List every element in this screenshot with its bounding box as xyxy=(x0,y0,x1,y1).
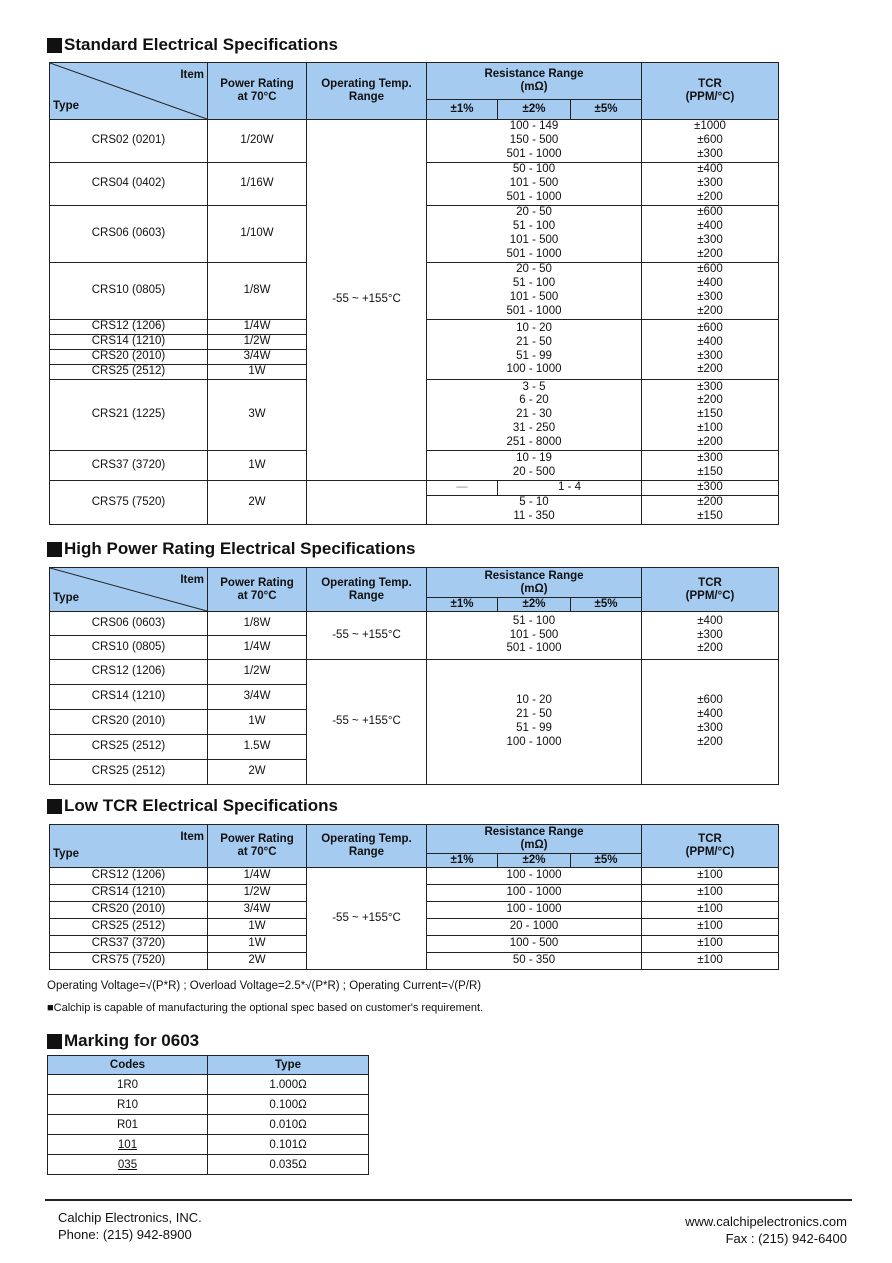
value-cell: 0.101Ω xyxy=(208,1135,369,1155)
type-cell: CRS37 (3720) xyxy=(50,936,208,953)
table-row xyxy=(50,120,779,163)
power-cell: 2W xyxy=(208,481,307,525)
header-tol-2: ±2% xyxy=(498,854,571,868)
company-name: Calchip Electronics, INC. xyxy=(58,1210,202,1225)
code-cell: 1R0 xyxy=(48,1075,208,1095)
res-cell: 50 - 100 101 - 500 501 - 1000 xyxy=(427,163,642,206)
header-tol-2: ±2% xyxy=(498,598,571,612)
code-cell: 035 xyxy=(48,1155,208,1175)
type-cell: CRS75 (7520) xyxy=(50,481,208,525)
tcr-cell: ±600 ±400 ±300 ±200 xyxy=(642,660,779,785)
type-cell: CRS06 (0603) xyxy=(50,612,208,636)
power-cell: 1/20W xyxy=(208,120,307,163)
power-cell: 1/2W xyxy=(208,660,307,685)
type-cell: CRS06 (0603) xyxy=(50,206,208,263)
power-cell: 1W xyxy=(208,710,307,735)
header-power-rating: Power Rating at 70°C xyxy=(208,568,307,612)
header-item-type: Item Type xyxy=(50,825,208,868)
power-cell: 3/4W xyxy=(208,685,307,710)
standard-spec-table xyxy=(49,62,779,525)
type-cell: CRS20 (2010) xyxy=(50,350,208,365)
type-cell: CRS37 (3720) xyxy=(50,451,208,481)
value-cell: 0.100Ω xyxy=(208,1095,369,1115)
type-cell: CRS12 (1206) xyxy=(50,320,208,335)
section-title-high-power: High Power Rating Electrical Specifications xyxy=(47,539,415,559)
tcr-cell: ±100 xyxy=(642,885,779,902)
type-cell: CRS02 (0201) xyxy=(50,120,208,163)
tcr-cell: ±100 xyxy=(642,953,779,970)
header-tcr: TCR (PPM/°C) xyxy=(642,63,779,120)
power-cell: 1/4W xyxy=(208,636,307,660)
type-cell: CRS20 (2010) xyxy=(50,710,208,735)
temp-cell: -55 ~ +155°C xyxy=(307,612,427,660)
power-cell: 1/16W xyxy=(208,163,307,206)
type-cell: CRS10 (0805) xyxy=(50,636,208,660)
type-cell: CRS10 (0805) xyxy=(50,263,208,320)
table-row xyxy=(50,481,779,496)
table-row xyxy=(50,612,779,636)
temp-cell: -55 ~ +155°C xyxy=(307,660,427,785)
header-power-rating: Power Rating at 70°C xyxy=(208,63,307,120)
res-cell: 5 - 10 11 - 350 xyxy=(427,496,642,525)
power-cell: 1/2W xyxy=(208,335,307,350)
power-cell: 1/4W xyxy=(208,320,307,335)
section-square-icon xyxy=(47,799,62,814)
low-tcr-spec-table xyxy=(49,824,779,970)
tcr-cell: ±400 ±300 ±200 xyxy=(642,612,779,660)
header-tcr: TCR (PPM/°C) xyxy=(642,568,779,612)
power-cell: 1W xyxy=(208,936,307,953)
header-op-temp: Operating Temp. Range xyxy=(307,568,427,612)
marking-table xyxy=(47,1055,369,1175)
tcr-cell: ±300 ±200 ±150 ±100 ±200 xyxy=(642,380,779,451)
power-cell: 1W xyxy=(208,451,307,481)
section-square-icon xyxy=(47,1034,62,1049)
code-cell: 101 xyxy=(48,1135,208,1155)
tcr-cell: ±100 xyxy=(642,936,779,953)
code-cell: R10 xyxy=(48,1095,208,1115)
header-codes: Codes xyxy=(48,1056,208,1075)
header-tol-2: ±2% xyxy=(498,100,571,120)
type-cell: CRS25 (2512) xyxy=(50,365,208,380)
res-cell: 100 - 1000 xyxy=(427,868,642,885)
res-cell: 20 - 50 51 - 100 101 - 500 501 - 1000 xyxy=(427,206,642,263)
tcr-cell: ±600 ±400 ±300 ±200 xyxy=(642,206,779,263)
type-cell: CRS25 (2512) xyxy=(50,735,208,760)
res-cell: 100 - 1000 xyxy=(427,885,642,902)
tcr-cell: ±300 xyxy=(642,481,779,496)
type-cell: CRS21 (1225) xyxy=(50,380,208,451)
power-cell: 1/10W xyxy=(208,206,307,263)
temp-cell-continued xyxy=(307,481,427,525)
res-cell: 50 - 350 xyxy=(427,953,642,970)
res-cell: 20 - 1000 xyxy=(427,919,642,936)
res-cell: 100 - 500 xyxy=(427,936,642,953)
type-cell: CRS12 (1206) xyxy=(50,868,208,885)
code-cell: R01 xyxy=(48,1115,208,1135)
type-cell: CRS14 (1210) xyxy=(50,335,208,350)
header-tol-1: ±1% xyxy=(427,100,498,120)
type-cell: CRS04 (0402) xyxy=(50,163,208,206)
temp-cell: -55 ~ +155°C xyxy=(307,120,427,481)
header-resistance-range: Resistance Range (mΩ) xyxy=(427,825,642,854)
company-website[interactable]: www.calchipelectronics.com xyxy=(685,1214,847,1229)
table-row xyxy=(48,1115,369,1135)
tcr-cell: ±1000 ±600 ±300 xyxy=(642,120,779,163)
company-phone: Phone: (215) 942-8900 xyxy=(58,1227,192,1242)
tcr-cell: ±400 ±300 ±200 xyxy=(642,163,779,206)
table-row xyxy=(48,1095,369,1115)
power-cell: 1/2W xyxy=(208,885,307,902)
header-tol-1: ±1% xyxy=(427,598,498,612)
power-cell: 1.5W xyxy=(208,735,307,760)
tcr-cell: ±100 xyxy=(642,902,779,919)
res-cell: 10 - 20 21 - 50 51 - 99 100 - 1000 xyxy=(427,660,642,785)
power-cell: 3/4W xyxy=(208,350,307,365)
header-type: Type xyxy=(208,1056,369,1075)
power-cell: 1/4W xyxy=(208,868,307,885)
res-cell: 10 - 19 20 - 500 xyxy=(427,451,642,481)
high-power-spec-table xyxy=(49,567,779,785)
header-tol-5: ±5% xyxy=(571,854,642,868)
temp-cell: -55 ~ +155°C xyxy=(307,868,427,970)
section-title-marking: Marking for 0603 xyxy=(47,1031,199,1051)
tcr-cell: ±600 ±400 ±300 ±200 xyxy=(642,320,779,380)
power-cell: 3/4W xyxy=(208,902,307,919)
footer-right xyxy=(685,1213,847,1247)
tcr-cell: ±100 xyxy=(642,868,779,885)
table-row xyxy=(48,1135,369,1155)
res-cell: 20 - 50 51 - 100 101 - 500 501 - 1000 xyxy=(427,263,642,320)
section-square-icon xyxy=(47,38,62,53)
tcr-cell: ±600 ±400 ±300 ±200 xyxy=(642,263,779,320)
table-row xyxy=(50,868,779,885)
res-cell: 10 - 20 21 - 50 51 - 99 100 - 1000 xyxy=(427,320,642,380)
power-cell: 1/8W xyxy=(208,612,307,636)
power-cell: 3W xyxy=(208,380,307,451)
header-tol-5: ±5% xyxy=(571,100,642,120)
section-square-icon xyxy=(47,542,62,557)
type-cell: CRS14 (1210) xyxy=(50,885,208,902)
capability-note: ■Calchip is capable of manufacturing the optional spec based on customer's requirement. xyxy=(47,1002,484,1014)
header-tol-5: ±5% xyxy=(571,598,642,612)
header-item-type: Item Type xyxy=(50,63,208,120)
header-power-rating: Power Rating at 70°C xyxy=(208,825,307,868)
type-cell: CRS14 (1210) xyxy=(50,685,208,710)
type-cell: CRS25 (2512) xyxy=(50,760,208,785)
header-item-type: Item Type xyxy=(50,568,208,612)
res-dash-cell: — xyxy=(427,481,498,496)
table-row xyxy=(48,1155,369,1175)
power-cell: 1/8W xyxy=(208,263,307,320)
type-cell: CRS12 (1206) xyxy=(50,660,208,685)
footer-divider xyxy=(45,1199,852,1201)
type-cell: CRS25 (2512) xyxy=(50,919,208,936)
table-row xyxy=(48,1075,369,1095)
section-title-low-tcr: Low TCR Electrical Specifications xyxy=(47,796,338,816)
company-fax: Fax : (215) 942-6400 xyxy=(725,1231,847,1246)
tcr-cell: ±100 xyxy=(642,919,779,936)
value-cell: 0.010Ω xyxy=(208,1115,369,1135)
power-cell: 1W xyxy=(208,919,307,936)
header-resistance-range: Resistance Range (mΩ) xyxy=(427,63,642,100)
section-title-standard: Standard Electrical Specifications xyxy=(47,35,338,55)
res-cell: 1 - 4 xyxy=(498,481,642,496)
value-cell: 1.000Ω xyxy=(208,1075,369,1095)
res-cell: 51 - 100 101 - 500 501 - 1000 xyxy=(427,612,642,660)
res-cell: 3 - 5 6 - 20 21 - 30 31 - 250 251 - 8000 xyxy=(427,380,642,451)
power-cell: 2W xyxy=(208,953,307,970)
res-cell: 100 - 1000 xyxy=(427,902,642,919)
formula-note: Operating Voltage=√(P*R) ; Overload Voltage=2.5*√(P*R) ; Operating Current=√(P/R) xyxy=(47,980,482,992)
header-resistance-range: Resistance Range (mΩ) xyxy=(427,568,642,598)
header-op-temp: Operating Temp. Range xyxy=(307,63,427,120)
power-cell: 1W xyxy=(208,365,307,380)
footer-left xyxy=(58,1209,202,1243)
power-cell: 2W xyxy=(208,760,307,785)
header-tol-1: ±1% xyxy=(427,854,498,868)
type-cell: CRS20 (2010) xyxy=(50,902,208,919)
header-op-temp: Operating Temp. Range xyxy=(307,825,427,868)
type-cell: CRS75 (7520) xyxy=(50,953,208,970)
tcr-cell: ±200 ±150 xyxy=(642,496,779,525)
header-tcr: TCR (PPM/°C) xyxy=(642,825,779,868)
res-cell: 100 - 149 150 - 500 501 - 1000 xyxy=(427,120,642,163)
table-row xyxy=(50,660,779,685)
tcr-cell: ±300 ±150 xyxy=(642,451,779,481)
value-cell: 0.035Ω xyxy=(208,1155,369,1175)
